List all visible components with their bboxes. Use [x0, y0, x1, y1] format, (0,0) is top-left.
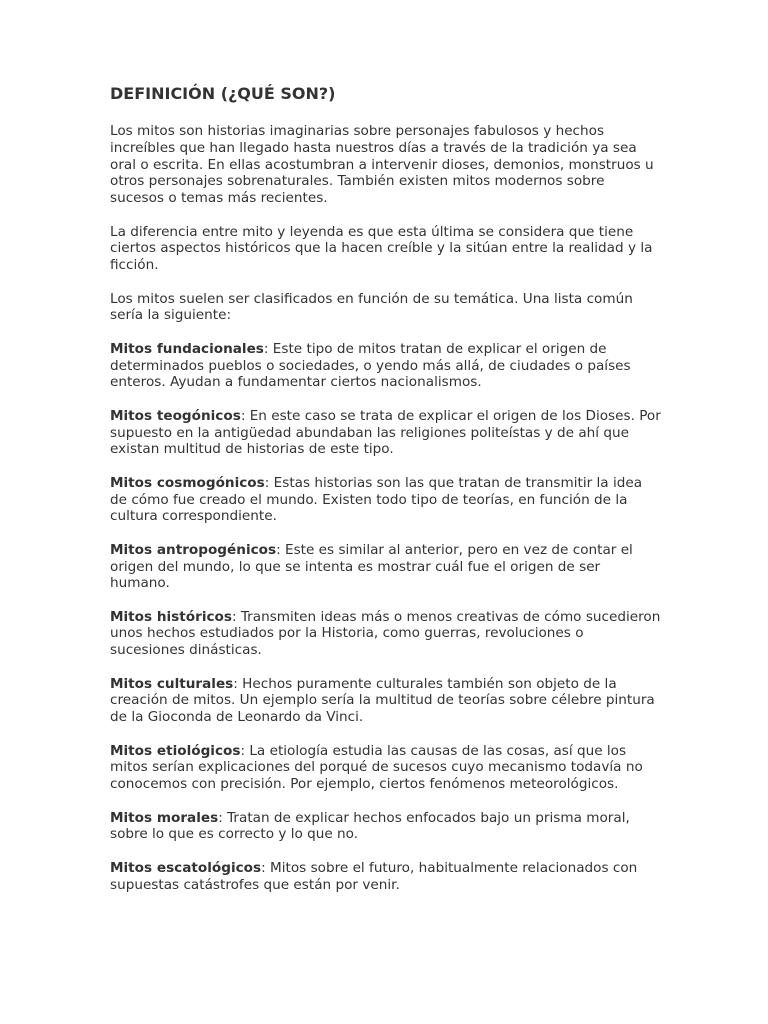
myth-type-description: : La etiología estudia las causas de las cosas, así que los mitos serían explicaciones del porqué de sucesos cuyo mecanismo todavía no conocemos con precisión. Por ejemplo, ciertos fenómenos meteorológicos.: [110, 742, 643, 793]
myth-type-description: : Tratan de explicar hechos enfocados bajo un prisma moral, sobre lo que es correcto y lo que no.: [110, 809, 630, 843]
myth-type-description: : En este caso se trata de explicar el origen de los Dioses. Por supuesto en la antigüedad abundaban las religiones politeístas y de ahí que existan multitud de historias de este tipo.: [110, 407, 661, 458]
myth-type-paragraph: [110, 609, 662, 659]
myth-type-description: : Este es similar al anterior, pero en vez de contar el origen del mundo, lo que se intenta es mostrar cuál fue el origen de ser humano.: [110, 541, 633, 592]
myth-type-paragraph: [110, 860, 662, 894]
myth-type-term: Mitos teogónicos: [110, 407, 241, 424]
intro-paragraph: Los mitos son historias imaginarias sobre personajes fabulosos y hechos increíbles que han llegado hasta nuestros días a través de la tradición ya sea oral o escrita. En ellas acostumbran a intervenir dioses, demonios, monstruos u otros personajes sobrenaturales. También existen mitos modernos sobre sucesos o temas más recientes.: [110, 123, 654, 207]
myth-type-description: : Este tipo de mitos tratan de explicar el origen de determinados pueblos o sociedades, o yendo más allá, de ciudades o países enteros. Ayudan a fundamentar ciertos nacionalismos.: [110, 340, 631, 391]
myth-type-term: Mitos fundacionales: [110, 340, 264, 357]
myth-type-paragraph: [110, 542, 662, 592]
myth-type-paragraph: [110, 475, 662, 525]
myth-type-term: Mitos etiológicos: [110, 742, 241, 759]
myth-type-description: : Hechos puramente culturales también son objeto de la creación de mitos. Un ejemplo sería la multitud de teorías sobre célebre pintura de la Gioconda de Leonardo da Vinci.: [110, 675, 655, 726]
myth-type-description: : Transmiten ideas más o menos creativas de cómo sucedieron unos hechos estudiados por la Historia, como guerras, revoluciones o sucesiones dinásticas.: [110, 608, 661, 659]
myth-type-paragraph: [110, 341, 662, 391]
myth-type-term: Mitos históricos: [110, 608, 232, 625]
intro-paragraph: La diferencia entre mito y leyenda es que esta última se considera que tiene ciertos aspectos históricos que la hacen creíble y la sitúan entre la realidad y la ficción.: [110, 223, 653, 274]
document-page: [110, 84, 662, 910]
myth-type-paragraph: [110, 408, 662, 458]
myth-type-description: : Mitos sobre el futuro, habitualmente relacionados con supuestas catástrofes que están por venir.: [110, 859, 638, 893]
myth-type-paragraph: [110, 743, 662, 793]
myth-type-term: Mitos culturales: [110, 675, 234, 692]
intro-paragraph: Los mitos suelen ser clasificados en función de su temática. Una lista común sería la siguiente:: [110, 290, 633, 324]
myth-type-paragraph: [110, 676, 662, 726]
myth-type-term: Mitos morales: [110, 809, 219, 826]
myth-type-term: Mitos antropogénicos: [110, 541, 277, 558]
myth-type-term: Mitos escatológicos: [110, 859, 262, 876]
myth-type-description: : Estas historias son las que tratan de transmitir la idea de cómo fue creado el mundo. Existen todo tipo de teorías, en función de la cultura correspondiente.: [110, 474, 643, 525]
myth-type-term: Mitos cosmogónicos: [110, 474, 265, 491]
page-title: DEFINICIÓN (¿QUÉ SON?): [110, 84, 336, 103]
myth-type-paragraph: [110, 810, 662, 844]
